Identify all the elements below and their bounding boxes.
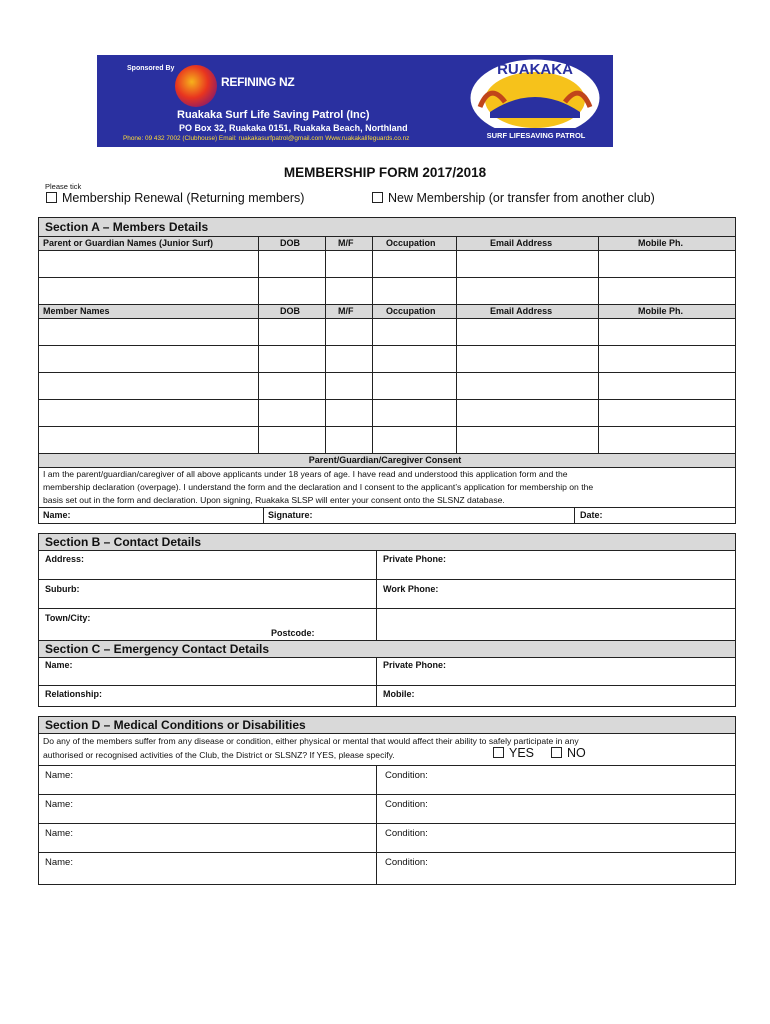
medical-yes-option[interactable] <box>493 746 534 760</box>
emergency-name-label: Name: <box>45 660 73 670</box>
yes-checkbox[interactable] <box>493 747 504 758</box>
rule <box>38 345 736 346</box>
rule <box>38 823 736 824</box>
consent-signature-label: Signature: <box>268 510 313 520</box>
rule <box>38 884 736 885</box>
work-phone-label: Work Phone: <box>383 584 439 594</box>
suburb-label: Suburb: <box>45 584 80 594</box>
section-a-title: Section A – Members Details <box>45 220 209 234</box>
rule <box>38 550 736 551</box>
member-names-header: Member Names <box>43 306 110 316</box>
rule <box>38 533 736 534</box>
rule <box>38 426 736 427</box>
sponsored-by-label: Sponsored By <box>127 65 175 72</box>
ruakaka-patrol-logo-icon <box>450 52 620 152</box>
logo-top-text: RUAKAKA <box>497 61 573 78</box>
rule <box>38 716 736 717</box>
postcode-label: Postcode: <box>271 628 315 638</box>
no-checkbox[interactable] <box>551 747 562 758</box>
guardian-occupation-header: Occupation <box>386 238 436 248</box>
medical-no-option[interactable] <box>551 746 586 760</box>
organisation-address: PO Box 32, Ruakaka 0151, Ruakaka Beach, Northland <box>179 123 408 133</box>
logo-bottom-text: SURF LIFESAVING PATROL <box>486 131 586 140</box>
renewal-checkbox[interactable] <box>46 192 57 203</box>
rule <box>38 765 736 766</box>
renewal-label: Membership Renewal (Returning members) <box>62 191 305 205</box>
rule <box>38 657 736 658</box>
consent-title: Parent/Guardian/Caregiver Consent <box>308 455 462 465</box>
rule <box>38 250 736 251</box>
form-title: MEMBERSHIP FORM 2017/2018 <box>283 165 487 180</box>
sponsor-name: REFINING NZ <box>221 75 295 89</box>
member-occupation-header: Occupation <box>386 306 436 316</box>
consent-name-label: Name: <box>43 510 71 520</box>
medical-name-label: Name: <box>45 799 73 810</box>
medical-condition-label: Condition: <box>385 857 428 868</box>
guardian-dob-header: DOB <box>280 238 300 248</box>
medical-name-label: Name: <box>45 857 73 868</box>
rule <box>38 852 736 853</box>
rule <box>38 733 736 734</box>
spacer <box>37 707 737 716</box>
guardian-mobile-header: Mobile Ph. <box>638 238 683 248</box>
col-divider <box>263 507 264 523</box>
organisation-name: Ruakaka Surf Life Saving Patrol (Inc) <box>177 109 370 121</box>
rule <box>38 467 736 468</box>
consent-date-label: Date: <box>580 510 603 520</box>
guardian-mf-header: M/F <box>338 238 354 248</box>
consent-line: membership declaration (overpage). I understand the form and the declaration and I consent to the applicant’s application for membership on the <box>43 482 594 492</box>
please-tick-label: Please tick <box>45 182 82 191</box>
rule <box>38 507 736 508</box>
new-membership-option[interactable] <box>372 191 655 205</box>
emergency-private-phone-label: Private Phone: <box>383 660 447 670</box>
spacer <box>37 524 737 533</box>
section-c-title: Section C – Emergency Contact Details <box>45 642 270 656</box>
guardian-email-header: Email Address <box>490 238 553 248</box>
medical-question-line-2: authorised or recognised activities of the Club, the District or SLSNZ? If YES, please specify. <box>43 750 395 760</box>
col-divider <box>376 765 377 884</box>
no-label: NO <box>567 746 586 760</box>
col-divider <box>456 236 457 453</box>
rule <box>38 304 736 305</box>
medical-condition-label: Condition: <box>385 770 428 781</box>
new-membership-checkbox[interactable] <box>372 192 383 203</box>
col-divider <box>376 550 377 640</box>
refining-nz-logo-icon <box>175 65 217 107</box>
member-mobile-header: Mobile Ph. <box>638 306 683 316</box>
town-city-label: Town/City: <box>45 613 91 623</box>
organisation-contact: Phone: 09 432 7002 (Clubhouse) Email: ruakakasurfpatrol@gmail.com Www.ruakakalifeguards.co.nz <box>123 135 410 142</box>
consent-line: I am the parent/guardian/caregiver of all above applicants under 18 years of age. I have read and understood this application form and the <box>43 469 568 479</box>
rule <box>38 399 736 400</box>
relationship-label: Relationship: <box>45 689 103 699</box>
rule <box>38 277 736 278</box>
address-label: Address: <box>45 554 85 564</box>
col-divider <box>598 236 599 453</box>
member-dob-header: DOB <box>280 306 300 316</box>
medical-condition-label: Condition: <box>385 799 428 810</box>
col-divider <box>258 236 259 453</box>
medical-name-label: Name: <box>45 828 73 839</box>
guardian-names-header: Parent or Guardian Names (Junior Surf) <box>43 238 214 248</box>
consent-line: basis set out in the form and declaration. Upon signing, Ruakaka SLSP will enter your consent onto the SLSNZ database. <box>43 495 505 505</box>
rule <box>38 579 736 580</box>
col-divider <box>372 236 373 453</box>
rule <box>38 217 736 218</box>
member-mf-header: M/F <box>338 306 354 316</box>
rule <box>38 640 736 641</box>
medical-condition-label: Condition: <box>385 828 428 839</box>
rule <box>38 453 736 454</box>
emergency-mobile-label: Mobile: <box>383 689 415 699</box>
section-b-title: Section B – Contact Details <box>45 535 202 549</box>
col-divider <box>325 236 326 453</box>
medical-name-label: Name: <box>45 770 73 781</box>
rule <box>38 794 736 795</box>
consent-text <box>43 468 593 507</box>
rule <box>38 236 736 237</box>
private-phone-label: Private Phone: <box>383 554 447 564</box>
member-email-header: Email Address <box>490 306 553 316</box>
medical-question-line-1: Do any of the members suffer from any disease or condition, either physical or mental that would affect their ability to safely participate in any <box>43 736 579 746</box>
membership-renewal-option[interactable] <box>46 191 304 205</box>
rule <box>38 318 736 319</box>
new-membership-label: New Membership (or transfer from another club) <box>388 191 655 205</box>
col-divider <box>574 507 575 523</box>
col-divider <box>376 657 377 706</box>
yes-label: YES <box>509 746 535 760</box>
section-d-title: Section D – Medical Conditions or Disabilities <box>45 718 306 732</box>
rule <box>38 685 736 686</box>
rule <box>38 372 736 373</box>
rule <box>38 608 736 609</box>
